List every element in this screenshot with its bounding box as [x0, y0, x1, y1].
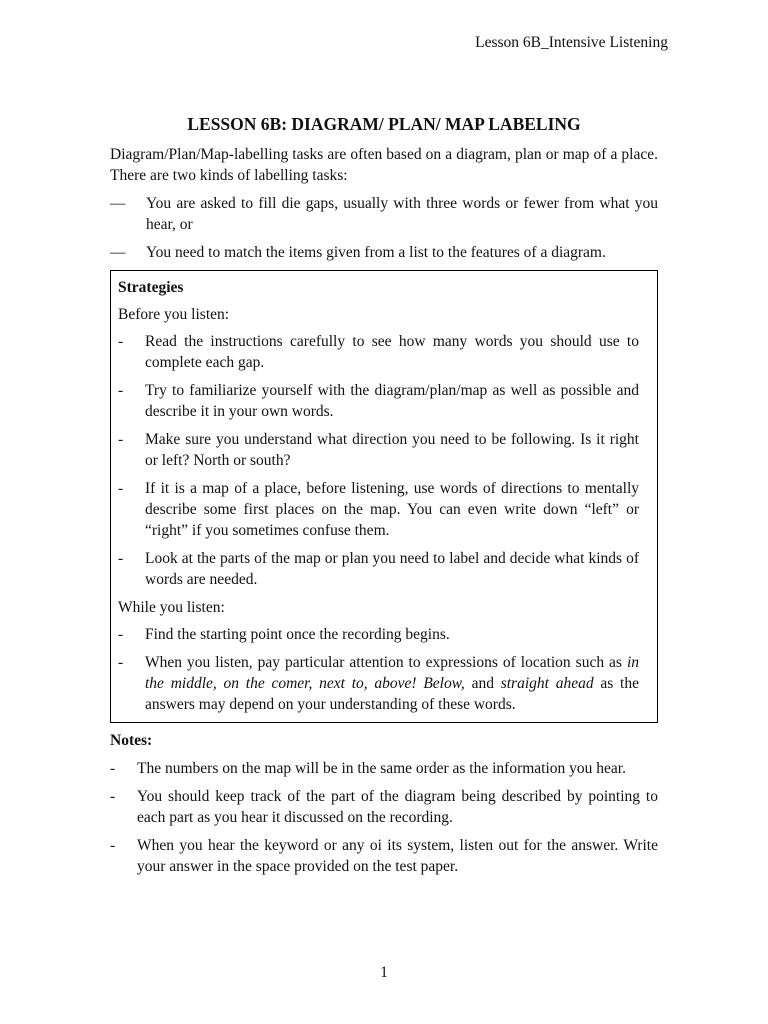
page-number: 1 [380, 964, 388, 981]
bullet-marker: - [118, 480, 124, 497]
notes-heading: Notes: [110, 732, 153, 749]
task-item [110, 242, 658, 263]
strategy-item [118, 380, 639, 422]
strategy-text: Look at the parts of the map or plan you need to label and decide what kinds of words are needed. [145, 550, 639, 588]
em-dash-marker: — [110, 244, 126, 261]
task-text: You need to match the items given from a list to the features of a diagram. [146, 244, 606, 261]
bullet-marker: - [118, 550, 124, 567]
bullet-marker: - [118, 626, 124, 643]
strategy-text: Try to familiarize yourself with the diagram/plan/map as well as possible and describe it in your own words. [145, 382, 639, 420]
strategy-text: Read the instructions carefully to see how many words you should use to complete each gap. [145, 333, 639, 371]
lesson-body [110, 144, 658, 884]
strategy-text-part: and [464, 675, 501, 692]
strategy-text: Make sure you understand what direction you need to be following. Is it right or left? North or south? [145, 431, 639, 469]
bullet-marker: - [110, 788, 116, 805]
note-text: You should keep track of the part of the diagram being described by pointing to each part as you hear it discussed on the recording. [137, 788, 658, 826]
bullet-marker: - [118, 431, 124, 448]
bullet-marker: - [110, 837, 116, 854]
bullet-marker: - [118, 333, 124, 350]
note-text: The numbers on the map will be in the same order as the information you hear. [137, 760, 626, 777]
location-expression: straight ahead [500, 675, 594, 692]
em-dash-marker: — [110, 195, 126, 212]
strategy-text: Find the starting point once the recording begins. [145, 626, 450, 643]
strategies-heading: Strategies [118, 279, 184, 296]
lesson-title: LESSON 6B: DIAGRAM/ PLAN/ MAP LABELING [187, 114, 581, 134]
note-text: When you hear the keyword or any oi its system, listen out for the answer. Write your answer in the space provided on the test paper. [137, 837, 658, 875]
while-listen-label: While you listen: [118, 599, 225, 616]
strategy-item [118, 652, 639, 715]
note-item [110, 786, 658, 828]
strategy-text: If it is a map of a place, before listening, use words of directions to mentally describe some first places on the map. You can even write down “left” or “right” if you sometimes confuse them. [145, 480, 639, 539]
intro-paragraph: Diagram/Plan/Map-labelling tasks are often based on a diagram, plan or map of a place. There are two kinds of labelling tasks: [110, 146, 658, 184]
strategy-text-part: as the answers may depend on your understanding of these words. [145, 675, 639, 713]
strategy-item [118, 331, 639, 373]
bullet-marker: - [118, 382, 124, 399]
strategy-item [118, 624, 639, 645]
note-item [110, 835, 658, 877]
bullet-marker: - [118, 654, 124, 671]
running-header: Lesson 6B_Intensive Listening [475, 34, 668, 51]
before-listen-label: Before you listen: [118, 306, 230, 323]
location-expressions: in the middle, on the comer, next to, above! Below, [145, 654, 639, 692]
task-text: You are asked to fill die gaps, usually with three words or fewer from what you hear, or [146, 195, 658, 233]
bullet-marker: - [110, 760, 116, 777]
note-item [110, 758, 658, 779]
strategy-item [118, 478, 639, 541]
task-item [110, 193, 658, 235]
strategy-text-part: When you listen, pay particular attention to expressions of location such as [145, 654, 627, 671]
strategy-item [118, 429, 639, 471]
strategies-box [110, 270, 658, 723]
strategy-item [118, 548, 639, 590]
